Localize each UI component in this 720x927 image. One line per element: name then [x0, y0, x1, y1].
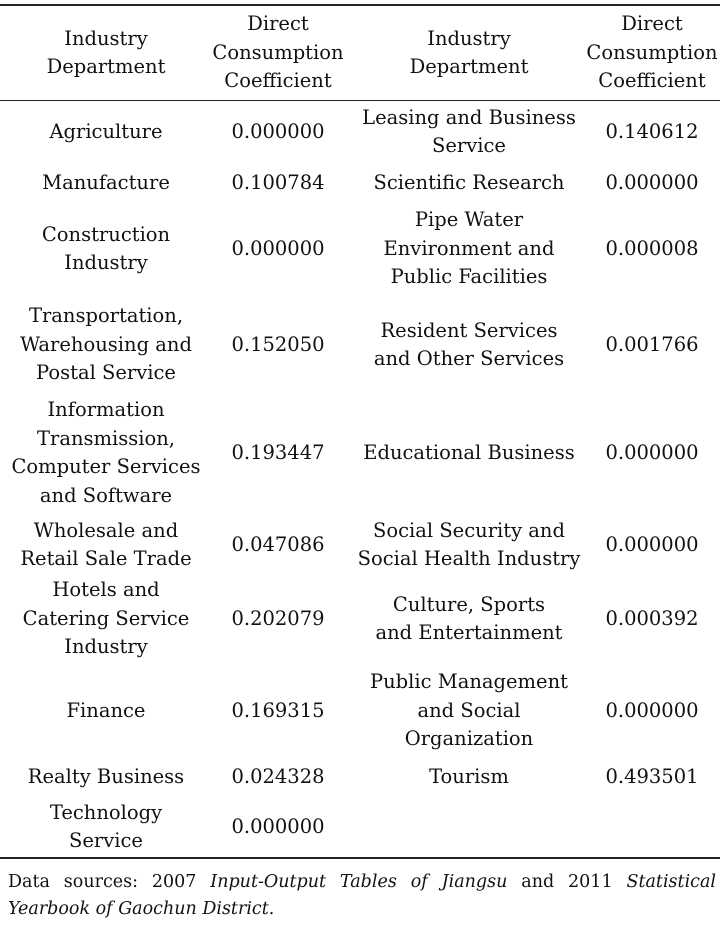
cell-text: Social Security and Social Health Industry [357, 518, 581, 570]
table-cell-industry [356, 668, 582, 754]
table-note [8, 869, 716, 923]
cell-text: 0.047086 [231, 532, 325, 556]
cell-text: Agriculture [49, 119, 163, 143]
cell-text: 0.140612 [605, 119, 699, 143]
cell-text: 0.000000 [605, 170, 699, 194]
note-source-1: Input-Output Tables of Jiangsu [210, 872, 508, 892]
cell-text: Culture, Sports and Entertainment [375, 592, 563, 644]
header-coefficient-right [584, 10, 720, 96]
cell-text: 0.193447 [231, 440, 325, 464]
table-cell-industry [356, 396, 582, 510]
cell-text: Realty Business [27, 764, 185, 788]
table-cell-coefficient [206, 168, 350, 198]
cell-text: 0.100784 [231, 170, 325, 194]
cell-text: 0.493501 [605, 764, 699, 788]
header-coefficient-left [206, 10, 350, 96]
header-label: Industry Department [46, 26, 166, 78]
cell-text: 0.024328 [231, 764, 325, 788]
table-cell-coefficient [584, 396, 720, 510]
table-cell-coefficient [206, 396, 350, 510]
table-cell-industry [0, 762, 212, 792]
header-industry-department-left [0, 10, 212, 96]
table-cell-industry [356, 104, 582, 160]
table-cell-industry [0, 516, 212, 574]
cell-text: Hotels and Catering Service Industry [22, 578, 190, 659]
cell-text: 0.000000 [231, 119, 325, 143]
note-source-2: Statistical Yearbook of Gaochun District [8, 872, 716, 919]
cell-text: 0.000392 [605, 606, 699, 630]
cell-text: Pipe Water Environment and Public Facilities [383, 208, 555, 289]
cell-text: Manufacture [42, 170, 170, 194]
table-cell-industry [356, 576, 582, 662]
cell-text: Information Transmission, Computer Services and Software [11, 398, 201, 507]
table-cell-industry [0, 168, 212, 198]
cell-text: 0.152050 [231, 332, 325, 356]
cell-text: 0.000000 [605, 698, 699, 722]
table-cell-coefficient [584, 668, 720, 754]
cell-text: 0.000000 [231, 814, 325, 838]
cell-text: 0.000000 [605, 532, 699, 556]
header-industry-department-right [356, 10, 582, 96]
table-cell-industry [356, 168, 582, 198]
table-cell-coefficient [584, 104, 720, 160]
cell-text: Tourism [429, 764, 509, 788]
cell-text: 0.000008 [605, 236, 699, 260]
table-cell-coefficient [206, 516, 350, 574]
cell-text: Transportation, Warehousing and Postal Service [20, 304, 192, 385]
header-label: Industry Department [409, 26, 529, 78]
table-cell-industry [0, 302, 212, 388]
cell-text: Resident Services and Other Services [373, 318, 565, 370]
cell-text: Scientific Research [373, 170, 565, 194]
header-rule [0, 100, 720, 101]
cell-text: 0.000000 [231, 236, 325, 260]
table-cell-industry [0, 668, 212, 754]
cell-text: Public Management and Social Organization [370, 670, 568, 751]
table-cell-coefficient [206, 206, 350, 292]
table-top-rule [0, 4, 720, 6]
cell-text: 0.169315 [231, 698, 325, 722]
table-cell-coefficient [206, 302, 350, 388]
table-cell-coefficient [584, 762, 720, 792]
table-cell-industry [0, 798, 212, 856]
cell-text: Wholesale and Retail Sale Trade [20, 518, 192, 570]
cell-text: Leasing and Business Service [362, 105, 576, 157]
table-cell-coefficient [584, 206, 720, 292]
table-cell-industry [356, 302, 582, 388]
cell-text: 0.202079 [231, 606, 325, 630]
header-label: Direct Consumption Coefficient [586, 12, 718, 93]
note-middle: and 2011 [507, 872, 627, 892]
cell-text: 0.000000 [605, 440, 699, 464]
cell-text: Construction Industry [41, 222, 171, 274]
table-cell-coefficient [584, 302, 720, 388]
table-cell-coefficient [206, 668, 350, 754]
header-label: Direct Consumption Coefficient [212, 12, 344, 93]
cell-text: Educational Business [363, 440, 575, 464]
cell-text: Technology Service [49, 800, 163, 852]
note-prefix: Data sources: 2007 [8, 872, 211, 892]
table-cell-coefficient [584, 168, 720, 198]
cell-text: 0.001766 [605, 332, 699, 356]
table-cell-industry [0, 104, 212, 160]
cell-text: Finance [66, 698, 146, 722]
table-cell-industry [356, 516, 582, 574]
note-suffix: . [268, 899, 275, 919]
table-cell-coefficient [206, 104, 350, 160]
table-cell-industry [0, 576, 212, 662]
table-cell-coefficient [206, 762, 350, 792]
table-cell-coefficient [206, 798, 350, 856]
table-cell-coefficient [584, 576, 720, 662]
table-cell-industry [0, 206, 212, 292]
table-cell-industry [356, 762, 582, 792]
table-cell-industry [0, 396, 212, 510]
table-cell-industry [356, 206, 582, 292]
table-cell-coefficient [584, 516, 720, 574]
table-cell-coefficient [206, 576, 350, 662]
table-bottom-rule [0, 857, 720, 859]
